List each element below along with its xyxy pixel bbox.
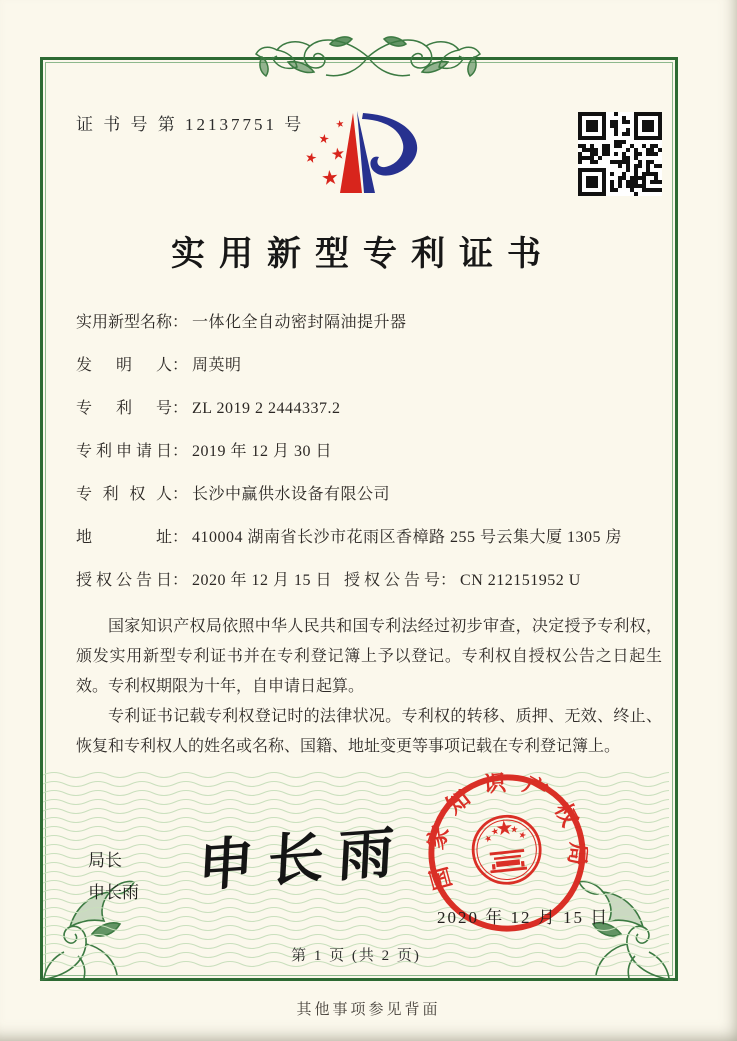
seal-emblem: [470, 813, 544, 887]
certificate-title: 实用新型专利证书: [171, 236, 555, 273]
footer-note: 其他事项参见背面: [296, 1002, 441, 1018]
field-value: 2019 年 12 月 30 日: [192, 443, 333, 460]
qr-code: [578, 112, 662, 196]
field-row-inventor: 发明人 ： 周英明: [76, 355, 636, 377]
field-value: 一体化全自动密封隔油提升器: [192, 314, 407, 331]
field-row-name: 实用新型名称 ： 一体化全自动密封隔油提升器: [76, 312, 636, 334]
top-flourish-ornament: [218, 30, 518, 88]
field-label: 授权公告号: [344, 572, 441, 589]
field-value: 2020 年 12 月 15 日: [192, 572, 333, 589]
field-label: 专利号: [76, 400, 172, 417]
field-label: 发明人: [76, 357, 172, 374]
field-label: 地址: [76, 529, 172, 546]
field-value: CN 212151952 U: [460, 572, 581, 589]
field-grant-number: 授权公告号 ： CN 212151952 U: [344, 570, 581, 592]
cnipa-logo: [283, 100, 448, 208]
field-value: 周英明: [192, 357, 242, 374]
commissioner-signature: 申长雨: [196, 821, 410, 899]
field-label: 专利申请日: [76, 443, 172, 460]
legal-paragraph-2: 专利证书记载专利权登记时的法律状况。专利权的转移、质押、无效、终止、恢复和专利权人的姓名或名称、国籍、地址变更等事项记载在专利登记簿上。: [76, 708, 662, 755]
field-value: 410004 湖南省长沙市花雨区香樟路 255 号云集大厦 1305 房: [192, 529, 623, 546]
seal-text: 国家知识产权局: [422, 769, 592, 893]
field-value: ZL 2019 2 2444337.2: [192, 400, 341, 417]
logo-stars: [305, 119, 345, 185]
field-label: 实用新型名称: [76, 314, 173, 331]
signatory-block: [88, 845, 139, 909]
page-number: 第 1 页 (共 2 页): [291, 948, 421, 964]
legal-paragraph-1: 国家知识产权局依照中华人民共和国专利法经过初步审查，决定授予专利权，颁发实用新型专利证书并在专利登记簿上予以登记。专利权自授权公告之日起生效。专利权期限为十年，自申请日起算。: [76, 618, 662, 695]
field-row-filing-date: 专利申请日 ： 2019 年 12 月 30 日: [76, 441, 636, 463]
field-value: 长沙中赢供水设备有限公司: [192, 486, 391, 503]
signatory-title: 局长: [88, 851, 122, 870]
field-row-patent-no: 专利号 ： ZL 2019 2 2444337.2: [76, 398, 636, 420]
certificate-number: 证 书 号 第 12137751 号: [76, 115, 305, 134]
legal-text: [76, 612, 662, 762]
field-row-address: 地址 ： 410004 湖南省长沙市花雨区香樟路 255 号云集大厦 1305 房: [76, 527, 636, 549]
field-label: 授权公告日: [76, 572, 172, 589]
field-row-patentee: 专利权人 ： 长沙中赢供水设备有限公司: [76, 484, 636, 506]
field-row-grant: 授权公告日 ： 2020 年 12 月 15 日 授权公告号 ： CN 212151952 U: [76, 570, 636, 592]
field-label: 专利权人: [76, 486, 172, 503]
field-list: [76, 312, 636, 613]
seal-date: 2020 年 12 月 15 日: [437, 908, 610, 927]
signatory-name: 申长雨: [88, 883, 139, 902]
logo-p-bowl: [362, 113, 417, 176]
